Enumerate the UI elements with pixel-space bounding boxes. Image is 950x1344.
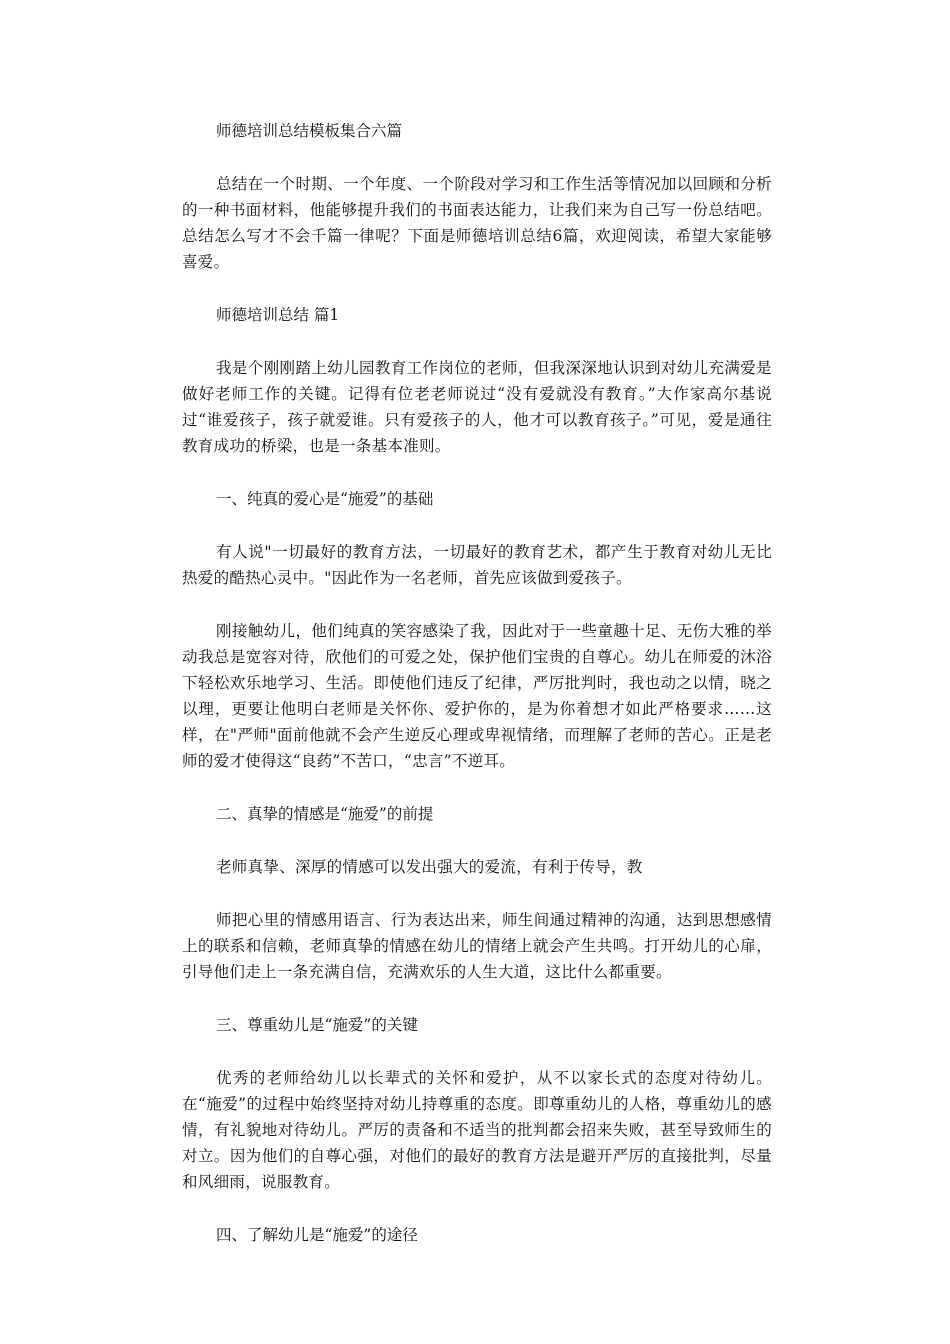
body-paragraph: 有人说"一切最好的教育方法，一切最好的教育艺术，都产生于教育对幼儿无比热爱的酷热心灵中。"因此作为一名老师，首先应该做到爱孩子。 bbox=[182, 543, 772, 587]
subheading-2: 二、真挚的情感是“施爱”的前提 bbox=[216, 805, 434, 823]
spacer bbox=[182, 827, 772, 854]
document-title: 师德培训总结模板集合六篇 bbox=[216, 122, 403, 140]
section-title: 师德培训总结 篇1 bbox=[216, 306, 340, 324]
body-paragraph: 我是个刚刚踏上幼儿园教育工作岗位的老师，但我深深地认识到对幼儿充满爱是做好老师工作的关键。记得有位老老师说过“没有爱就没有教育。”大作家高尔基说过“谁爱孩子，孩子就爱谁。只有爱孩子的人，他才可以教育孩子。”可见，爱是通往教育成功的桥梁，也是一条基本准则。 bbox=[182, 359, 772, 455]
body-paragraph: 优秀的老师给幼儿以长辈式的关怀和爱护，从不以家长式的态度对待幼儿。在“施爱”的过程中始终坚持对幼儿持尊重的态度。即尊重幼儿的人格，尊重幼儿的感情，有礼貌地对待幼儿。严厉的责备和不适当的批判都会招来失败，甚至导致师生的对立。因为他们的自尊心强，对他们的最好的教育方法是避开严厉的直接批判，尽量和风细雨，说服教育。 bbox=[182, 1069, 772, 1191]
body-paragraph: 老师真挚、深厚的情感可以发出强大的爱流，有利于传导，教 bbox=[216, 858, 643, 876]
spacer bbox=[182, 459, 772, 486]
spacer bbox=[182, 591, 772, 618]
spacer bbox=[182, 1038, 772, 1065]
body-paragraph: 师把心里的情感用语言、行为表达出来，师生间通过精神的沟通，达到思想感情上的联系和信赖，老师真挚的情感在幼儿的情绪上就会产生共鸣。打开幼儿的心扉，引导他们走上一条充满自信，充满欢乐的人生大道，这比什么都重要。 bbox=[182, 911, 772, 981]
spacer bbox=[182, 328, 772, 355]
spacer bbox=[182, 275, 772, 302]
spacer bbox=[182, 512, 772, 539]
subheading-1: 一、纯真的爱心是“施爱”的基础 bbox=[216, 490, 434, 508]
document-page bbox=[182, 118, 772, 1248]
spacer bbox=[182, 1195, 772, 1222]
spacer bbox=[182, 880, 772, 907]
body-paragraph: 刚接触幼儿，他们纯真的笑容感染了我，因此对于一些童趣十足、无伤大雅的举动我总是宽容对待，欣他们的可爱之处，保护他们宝贵的自尊心。幼儿在师爱的沐浴下轻松欢乐地学习、生活。即使他们违反了纪律，严厉批判时，我也动之以情，晓之以理，更要让他明白老师是关怀你、爱护你的，是为你着想才如此严格要求……这样，在"严师"面前他就不会产生逆反心理或卑视情绪，而理解了老师的苦心。正是老师的爱才使得这“良药”不苦口，“忠言”不逆耳。 bbox=[182, 622, 772, 770]
spacer bbox=[182, 144, 772, 171]
subheading-3: 三、尊重幼儿是“施爱”的关键 bbox=[216, 1016, 418, 1034]
spacer bbox=[182, 985, 772, 1012]
subheading-4: 四、了解幼儿是“施爱”的途径 bbox=[216, 1226, 418, 1244]
spacer bbox=[182, 774, 772, 801]
intro-paragraph: 总结在一个时期、一个年度、一个阶段对学习和工作生活等情况加以回顾和分析的一种书面材料，他能够提升我们的书面表达能力，让我们来为自己写一份总结吧。总结怎么写才不会千篇一律呢？下面是师德培训总结6篇，欢迎阅读，希望大家能够喜爱。 bbox=[182, 175, 772, 271]
